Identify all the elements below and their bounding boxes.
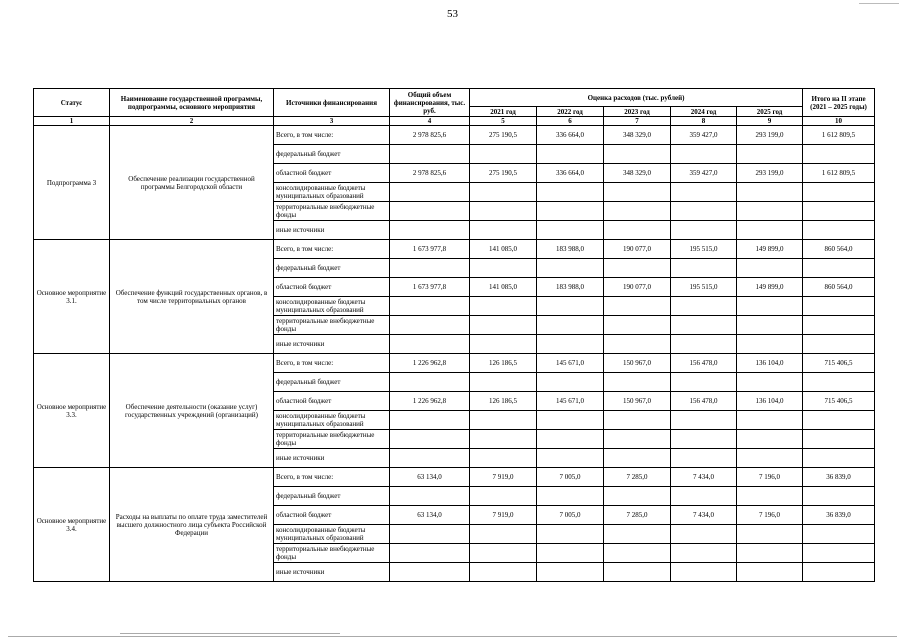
stage-total-cell [803,411,875,430]
year-amount-cell [537,563,604,582]
year-amount-cell [671,525,737,544]
year-amount-cell [604,563,671,582]
total-amount-cell: 1 673 977,8 [390,278,470,297]
funding-source-cell: областной бюджет [274,392,390,411]
stage-total-cell: 36 839,0 [803,506,875,525]
total-amount-cell: 2 978 825,6 [390,126,470,145]
year-amount-cell [470,297,537,316]
year-amount-cell: 7 434,0 [671,506,737,525]
year-amount-cell [671,487,737,506]
year-amount-cell [737,563,803,582]
total-amount-cell: 1 673 977,8 [390,240,470,259]
total-amount-cell [390,297,470,316]
year-amount-cell [737,430,803,449]
table-row [34,240,875,259]
year-amount-cell: 348 329,0 [604,164,671,183]
year-amount-cell [671,297,737,316]
column-number: 7 [604,117,671,126]
year-amount-cell: 7 434,0 [671,468,737,487]
year-amount-cell [604,259,671,278]
funding-source-cell: территориальные внебюджетные фонды [274,544,390,563]
stage-total-cell [803,202,875,221]
year-amount-cell [537,335,604,354]
year-amount-cell [470,259,537,278]
year-amount-cell [470,373,537,392]
year-amount-cell [737,202,803,221]
total-amount-cell [390,145,470,164]
year-amount-cell: 141 085,0 [470,278,537,297]
stage-total-cell: 860 564,0 [803,240,875,259]
year-amount-cell [671,145,737,164]
year-amount-cell [671,373,737,392]
year-amount-cell [737,297,803,316]
year-amount-cell: 7 196,0 [737,468,803,487]
stage-total-cell: 860 564,0 [803,278,875,297]
year-amount-cell [671,221,737,240]
year-amount-cell [737,449,803,468]
year-amount-cell [604,297,671,316]
header-stage-total: Итого на II этапе (2021 – 2025 годы) [803,89,875,117]
year-amount-cell: 126 186,5 [470,392,537,411]
funding-source-cell: иные источники [274,563,390,582]
stage-total-cell [803,221,875,240]
stage-total-cell [803,563,875,582]
year-amount-cell: 141 085,0 [470,240,537,259]
year-amount-cell: 7 196,0 [737,506,803,525]
status-cell: Основное мероприятие 3.1. [34,240,110,354]
status-cell: Основное мероприятие 3.4. [34,468,110,582]
header-status: Статус [34,89,110,117]
year-amount-cell [604,202,671,221]
year-amount-cell [671,183,737,202]
year-amount-cell [671,449,737,468]
year-amount-cell [604,411,671,430]
year-amount-cell: 136 104,0 [737,354,803,373]
year-amount-cell [537,316,604,335]
total-amount-cell [390,525,470,544]
year-amount-cell [537,525,604,544]
header-year: 2022 год [537,107,604,117]
table-row [34,126,875,145]
year-amount-cell: 150 967,0 [604,354,671,373]
total-amount-cell [390,563,470,582]
year-amount-cell [470,202,537,221]
stage-total-cell [803,297,875,316]
total-amount-cell: 1 226 962,8 [390,392,470,411]
year-amount-cell [737,145,803,164]
total-amount-cell [390,335,470,354]
year-amount-cell: 7 005,0 [537,468,604,487]
table-row [34,354,875,373]
year-amount-cell [604,487,671,506]
year-amount-cell [604,221,671,240]
stage-total-cell [803,373,875,392]
year-amount-cell [537,183,604,202]
year-amount-cell [737,316,803,335]
year-amount-cell: 145 671,0 [537,392,604,411]
year-amount-cell: 293 199,0 [737,164,803,183]
year-amount-cell [737,221,803,240]
year-amount-cell [671,259,737,278]
year-amount-cell [470,430,537,449]
year-amount-cell [537,411,604,430]
year-amount-cell [537,430,604,449]
funding-source-cell: территориальные внебюджетные фонды [274,202,390,221]
year-amount-cell [604,183,671,202]
year-amount-cell: 150 967,0 [604,392,671,411]
page-number: 53 [447,8,458,20]
column-number: 2 [110,117,274,126]
year-amount-cell: 145 671,0 [537,354,604,373]
year-amount-cell [671,430,737,449]
year-amount-cell [537,221,604,240]
year-amount-cell [470,145,537,164]
funding-source-cell: территориальные внебюджетные фонды [274,430,390,449]
year-amount-cell: 336 664,0 [537,164,604,183]
header-year: 2021 год [470,107,537,117]
header-total: Общий объем финансирования, тыс. руб. [390,89,470,117]
funding-source-cell: территориальные внебюджетные фонды [274,316,390,335]
measure-name-cell: Расходы на выплаты по оплате труда заместителей высшего должностного лица субъекта Российской Федерации [110,468,274,582]
year-amount-cell: 359 427,0 [671,164,737,183]
total-amount-cell [390,449,470,468]
stage-total-cell [803,430,875,449]
year-amount-cell [470,544,537,563]
measure-name-cell: Обеспечение реализации государственной программы Белгородской области [110,126,274,240]
measure-name-cell: Обеспечение функций государственных органов, в том числе территориальных органов [110,240,274,354]
year-amount-cell: 183 988,0 [537,240,604,259]
funding-source-cell: Всего, в том числе: [274,126,390,145]
year-amount-cell [737,525,803,544]
year-amount-cell [737,373,803,392]
year-amount-cell [604,525,671,544]
year-amount-cell [737,335,803,354]
year-amount-cell: 359 427,0 [671,126,737,145]
total-amount-cell [390,316,470,335]
year-amount-cell [537,297,604,316]
year-amount-cell: 183 988,0 [537,278,604,297]
year-amount-cell [671,411,737,430]
year-amount-cell: 190 077,0 [604,240,671,259]
status-cell: Подпрограмма 3 [34,126,110,240]
funding-source-cell: областной бюджет [274,506,390,525]
year-amount-cell [537,202,604,221]
column-number: 10 [803,117,875,126]
column-number: 5 [470,117,537,126]
funding-source-cell: федеральный бюджет [274,487,390,506]
year-amount-cell [604,145,671,164]
year-amount-cell [737,411,803,430]
year-amount-cell: 7 005,0 [537,506,604,525]
stage-total-cell [803,487,875,506]
year-amount-cell [537,373,604,392]
stage-total-cell [803,449,875,468]
stage-total-cell: 1 612 809,5 [803,126,875,145]
year-amount-cell [604,544,671,563]
total-amount-cell [390,373,470,392]
year-amount-cell [671,563,737,582]
year-amount-cell [737,487,803,506]
year-amount-cell: 275 190,5 [470,126,537,145]
budget-table [33,88,875,582]
year-amount-cell: 156 478,0 [671,354,737,373]
header-year: 2025 год [737,107,803,117]
bottom-edge-line [120,633,340,634]
year-amount-cell: 7 285,0 [604,468,671,487]
funding-source-cell: Всего, в том числе: [274,354,390,373]
year-amount-cell [671,202,737,221]
year-amount-cell [537,449,604,468]
stage-total-cell [803,183,875,202]
stage-total-cell [803,525,875,544]
column-number: 9 [737,117,803,126]
year-amount-cell [737,259,803,278]
year-amount-cell: 195 515,0 [671,240,737,259]
status-cell: Основное мероприятие 3.3. [34,354,110,468]
header-name: Наименование государственной программы, подпрограммы, основного мероприятия [110,89,274,117]
year-amount-cell [537,145,604,164]
year-amount-cell [470,487,537,506]
column-number: 1 [34,117,110,126]
year-amount-cell [671,544,737,563]
stage-total-cell [803,544,875,563]
header-year: 2024 год [671,107,737,117]
column-number: 8 [671,117,737,126]
year-amount-cell [537,487,604,506]
table-row [34,468,875,487]
total-amount-cell: 1 226 962,8 [390,354,470,373]
header-estimate: Оценка расходов (тыс. рублей) [470,89,803,107]
total-amount-cell: 63 134,0 [390,468,470,487]
funding-source-cell: федеральный бюджет [274,373,390,392]
total-amount-cell: 63 134,0 [390,506,470,525]
year-amount-cell: 190 077,0 [604,278,671,297]
total-amount-cell [390,487,470,506]
year-amount-cell [604,449,671,468]
year-amount-cell [604,430,671,449]
funding-source-cell: консолидированные бюджеты муниципальных образований [274,183,390,202]
year-amount-cell: 7 285,0 [604,506,671,525]
year-amount-cell [470,335,537,354]
year-amount-cell: 293 199,0 [737,126,803,145]
bottom-edge-line [8,636,897,637]
funding-source-cell: федеральный бюджет [274,259,390,278]
stage-total-cell: 36 839,0 [803,468,875,487]
funding-source-cell: иные источники [274,221,390,240]
funding-source-cell: областной бюджет [274,164,390,183]
stage-total-cell [803,259,875,278]
header-source: Источники финансирования [274,89,390,117]
total-amount-cell [390,430,470,449]
table-body [34,126,875,582]
year-amount-cell [671,316,737,335]
stage-total-cell: 1 612 809,5 [803,164,875,183]
year-amount-cell [470,449,537,468]
column-number: 4 [390,117,470,126]
year-amount-cell [604,316,671,335]
top-edge-line [859,3,899,4]
total-amount-cell [390,411,470,430]
year-amount-cell: 156 478,0 [671,392,737,411]
year-amount-cell: 336 664,0 [537,126,604,145]
year-amount-cell: 126 186,5 [470,354,537,373]
year-amount-cell [604,373,671,392]
year-amount-cell: 149 899,0 [737,240,803,259]
measure-name-cell: Обеспечение деятельности (оказание услуг) государственных учреждений (организаций) [110,354,274,468]
year-amount-cell: 195 515,0 [671,278,737,297]
stage-total-cell: 715 406,5 [803,392,875,411]
column-number: 3 [274,117,390,126]
year-amount-cell [737,544,803,563]
funding-source-cell: консолидированные бюджеты муниципальных образований [274,411,390,430]
header-year: 2023 год [604,107,671,117]
stage-total-cell: 715 406,5 [803,354,875,373]
year-amount-cell [470,221,537,240]
total-amount-cell: 2 978 825,6 [390,164,470,183]
year-amount-cell [671,335,737,354]
stage-total-cell [803,335,875,354]
year-amount-cell [470,563,537,582]
year-amount-cell: 7 919,0 [470,468,537,487]
funding-source-cell: иные источники [274,449,390,468]
funding-source-cell: областной бюджет [274,278,390,297]
year-amount-cell [470,316,537,335]
year-amount-cell: 136 104,0 [737,392,803,411]
funding-source-cell: Всего, в том числе: [274,468,390,487]
stage-total-cell [803,145,875,164]
total-amount-cell [390,221,470,240]
funding-source-cell: иные источники [274,335,390,354]
year-amount-cell [537,259,604,278]
column-number: 6 [537,117,604,126]
year-amount-cell: 348 329,0 [604,126,671,145]
year-amount-cell [470,183,537,202]
year-amount-cell [537,544,604,563]
total-amount-cell [390,202,470,221]
funding-source-cell: консолидированные бюджеты муниципальных образований [274,525,390,544]
year-amount-cell: 7 919,0 [470,506,537,525]
year-amount-cell: 275 190,5 [470,164,537,183]
total-amount-cell [390,183,470,202]
column-number-row [34,117,875,126]
year-amount-cell [470,525,537,544]
stage-total-cell [803,316,875,335]
funding-source-cell: консолидированные бюджеты муниципальных образований [274,297,390,316]
year-amount-cell [604,335,671,354]
total-amount-cell [390,259,470,278]
total-amount-cell [390,544,470,563]
year-amount-cell: 149 899,0 [737,278,803,297]
funding-source-cell: федеральный бюджет [274,145,390,164]
year-amount-cell [737,183,803,202]
year-amount-cell [470,411,537,430]
funding-source-cell: Всего, в том числе: [274,240,390,259]
